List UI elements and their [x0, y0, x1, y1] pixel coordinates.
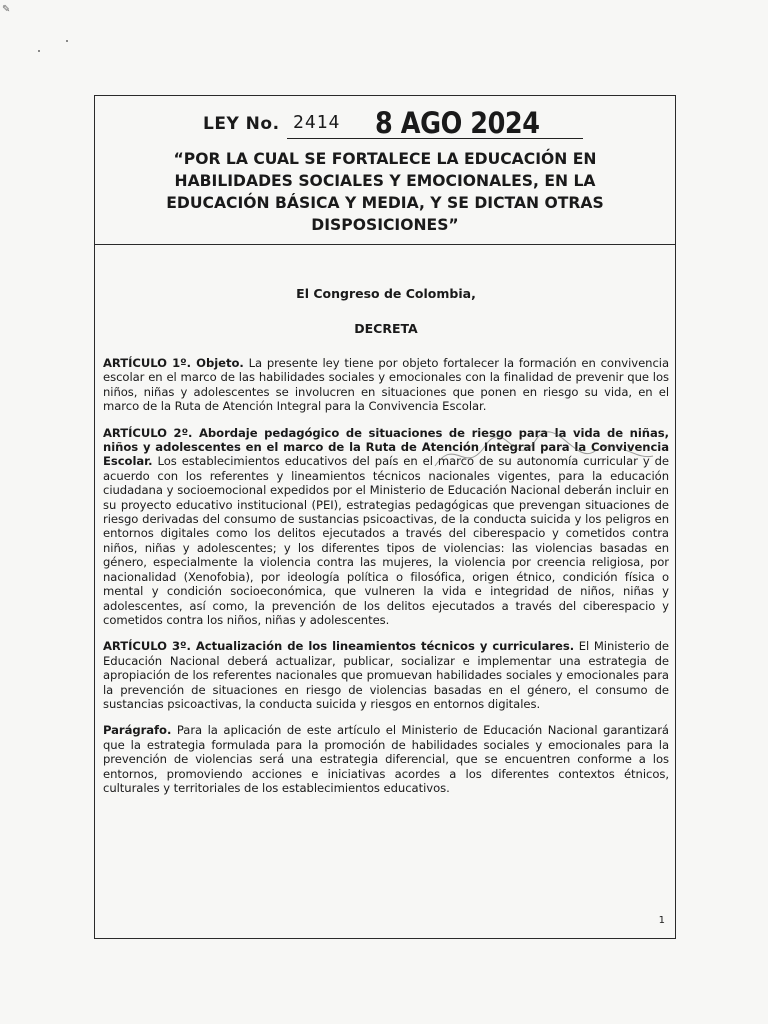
article-3 — [103, 639, 669, 711]
law-number-line — [203, 106, 583, 140]
number-underline — [287, 138, 583, 139]
article-1 — [103, 356, 669, 414]
article-2-heading: ARTÍCULO 2º. Abordaje pedagógico de situaciones de riesgo para la vida de niñas, niños y adolescentes en el marco de la Ruta de Atención Integral para la Convivencia Escolar. — [103, 425, 669, 469]
law-label: LEY No. — [203, 114, 280, 134]
signature-scribble — [425, 426, 655, 486]
page-number: 1 — [658, 915, 665, 926]
article-3-heading: ARTÍCULO 3º. Actualización de los lineamientos técnicos y curriculares. — [103, 639, 575, 654]
paragraph-clause-heading: Parágrafo. — [103, 723, 172, 738]
header-box — [95, 96, 675, 245]
paragraph-clause-text: Para la aplicación de este artículo el Ministerio de Educación Nacional garantizará que la estrategia formulada para la promoción de habilidades sociales y emocionales para la prevención de violencias será una estrategia diferencial, que se encuentren conforme a los entornos, promoviendo acciones e iniciativas acordes a los diferentes contextos étnicos, culturales y territoriales de los establecimientos educativos. — [103, 723, 669, 795]
document-body — [103, 286, 669, 795]
law-number: 2414 — [293, 112, 341, 133]
article-1-text: La presente ley tiene por objeto fortalecer la formación en convivencia escolar en el marco de las habilidades sociales y emocionales con la finalidad de prevenir que los niños, niñas y adolescentes se involucren en situaciones que ponen en riesgo su vida, en el marco de la Ruta de Atención Integral para la Convivencia Escolar. — [103, 356, 669, 414]
scan-speck — [66, 40, 68, 42]
article-3-text: El Ministerio de Educación Nacional deberá actualizar, publicar, socializar e implementar una estrategia de apropiación de los referentes nacionales que promuevan habilidades sociales y emocionales para la prevención de situaciones en riesgo de violencias basadas en el género, el consumo de sustancias psicoactivas, la conducta suicida y riesgos en entornos digitales. — [103, 639, 669, 711]
paragraph-clause — [103, 723, 669, 795]
article-2-text: Los establecimientos educativos del país en el marco de su autonomía curricular y de acuerdo con los referentes y lineamientos técnicos nacionales vigentes, para la educación ciudadana y socioemocional expedidos por el Ministerio de Educación Nacional deberán incluir en su proyecto educativo institucional (PEI), estrategias pedagógicas que prevengan situaciones de riesgo derivadas del consumo de sustancias psicoactivas, de la conducta suicida y los peligros en entornos digitales como los delitos ejecutados a través del ciberespacio y cometidos contra niños, niñas y adolescentes; y los diferentes tipos de violencias: las violencias basadas en género, especialmente la violencia contra las mujeres, la violencia por creencia religiosa, por nacionalidad (Xenofobia), por ideología política o filosófica, origen étnico, condición física o mental y condición socioeconómica, que vulneren la vida e integridad de niños, niñas y adolescentes, así como, la prevención de los delitos ejecutados a través del ciberespacio y cometidos contra los niños, niñas y adolescentes. — [103, 454, 669, 627]
decreta-heading: DECRETA — [354, 321, 418, 336]
congress-line: El Congreso de Colombia, — [296, 286, 476, 301]
document-frame — [94, 95, 676, 939]
scan-speck — [38, 50, 40, 52]
law-title: “POR LA CUAL SE FORTALECE LA EDUCACIÓN EN HABILIDADES SOCIALES Y EMOCIONALES, EN LA EDUCACIÓN BÁSICA Y MEDIA, Y SE DICTAN OTRAS DISPOSICIONES” — [166, 150, 604, 234]
scan-corner-mark: ✎ — [2, 4, 11, 15]
article-1-heading: ARTÍCULO 1º. Objeto. — [103, 356, 244, 370]
date-stamp: 8 AGO 2024 — [375, 106, 540, 140]
